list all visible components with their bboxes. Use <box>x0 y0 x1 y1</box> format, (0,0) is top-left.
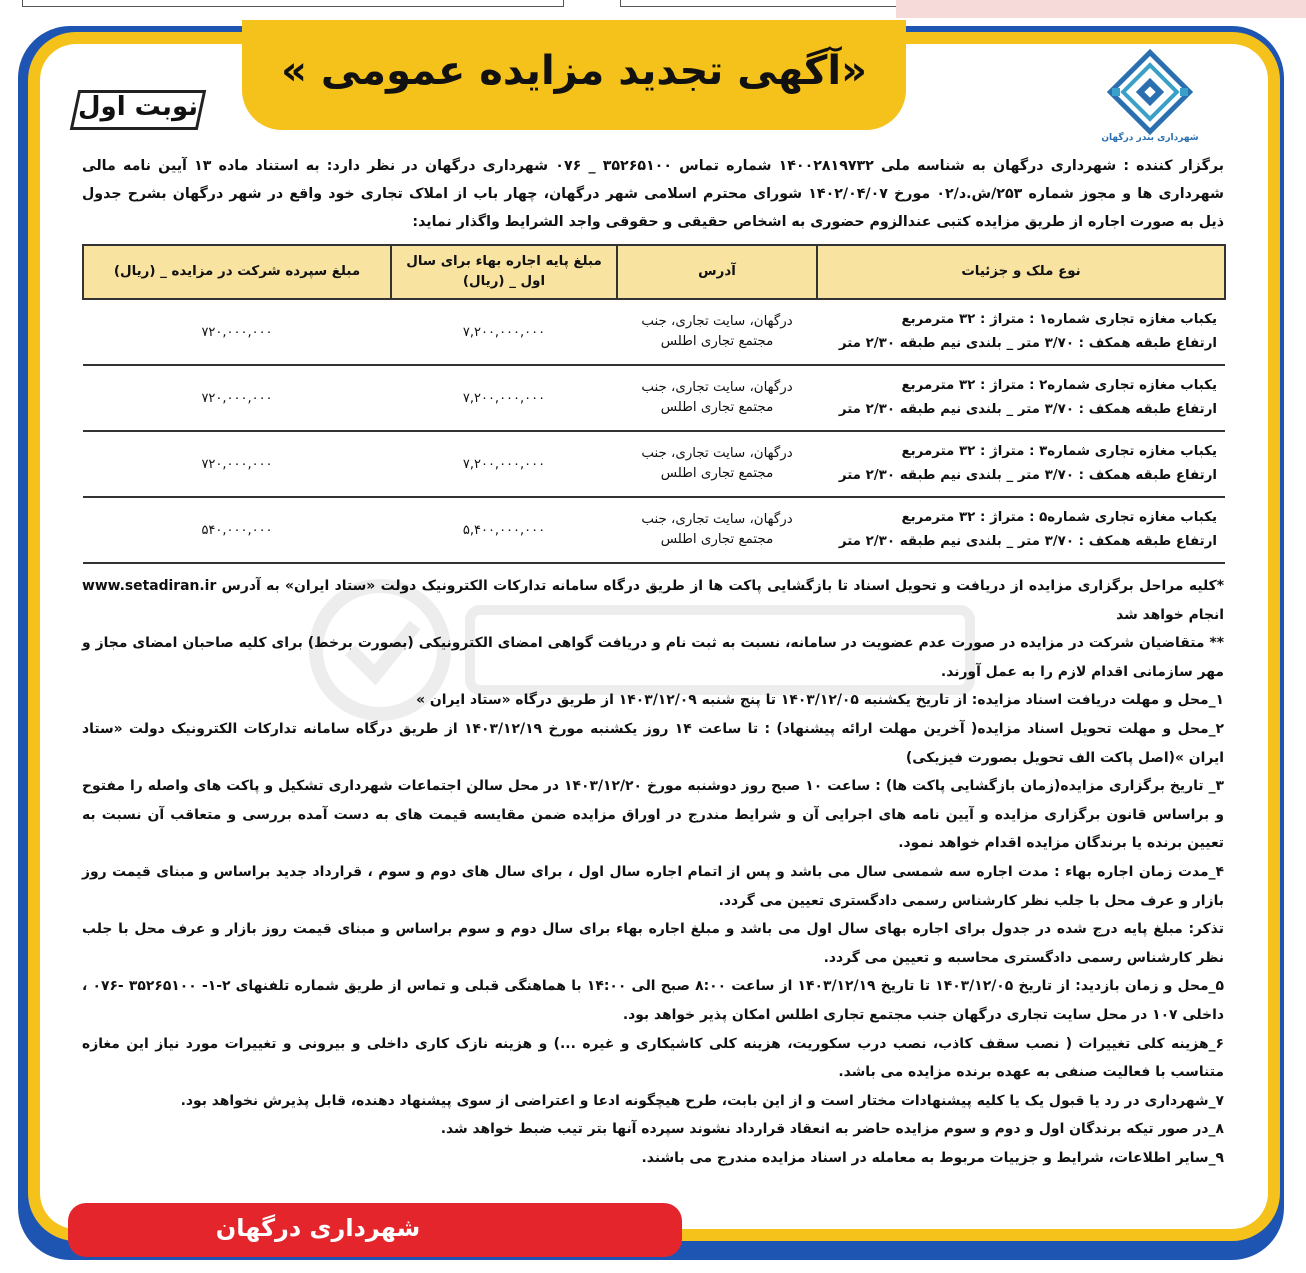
top-edge-red-strip <box>896 0 1306 18</box>
round-badge: نوبت اول <box>77 92 199 122</box>
address-line-2: مجتمع تجاری اطلس <box>660 334 774 349</box>
table-header-row <box>83 245 1225 299</box>
type-line-1: یکباب مغازه تجاری شماره۵ : متراژ : ۳۲ مترمربع <box>901 510 1217 525</box>
cell-type <box>817 497 1225 563</box>
header-type: نوع ملک و جزئیات <box>817 245 1225 299</box>
cell-type <box>817 365 1225 431</box>
paragraph-item-6: ۶_هزینه کلی تغییرات ( نصب سقف کاذب، نصب درب سکوریت، هزینه کلی کاشیکاری و غیره ...) و هزینه نازک کاری داخلی و بیرونی و تغییرات مورد نیاز این مغازه متناسب با فعالیت صنفی به عهده برنده مزایده می باشد. <box>82 1035 1224 1081</box>
table-row <box>83 365 1225 431</box>
cell-base-price: ۵,۴۰۰,۰۰۰,۰۰۰ <box>391 497 617 563</box>
address-line-1: درگهان، سایت تجاری، جنب <box>641 512 793 527</box>
cell-deposit: ۷۲۰,۰۰۰,۰۰۰ <box>83 365 391 431</box>
cell-address <box>617 299 817 365</box>
header-address: آدرس <box>617 245 817 299</box>
cell-base-price: ۷,۲۰۰,۰۰۰,۰۰۰ <box>391 431 617 497</box>
paragraph-item-5: ۵_محل و زمان بازدید: از تاریخ ۱۴۰۳/۱۲/۰۵ تا تاریخ ۱۴۰۳/۱۲/۱۹ از ساعت ۸:۰۰ صبح الی ۱۴:۰۰ با هماهنگی قبلی و تماس از طریق شماره تلفنهای ۲-۱- ۳۵۲۶۵۱۰۰ -۰۷۶ ، داخلی ۱۰۷ در محل سایت تجاری درگهان جنب مجتمع تجاری اطلس امکان پذیر خواهد بود. <box>82 978 1224 1023</box>
intro-paragraph: برگزار کننده : شهرداری درگهان به شناسه ملی ۱۴۰۰۲۸۱۹۷۳۲ شماره تماس ۳۵۲۶۵۱۰۰ _ ۰۷۶ شهرداری درگهان در نظر دارد: به استناد ماده ۱۳ آیین نامه مالی شهرداری ها و مجوز شماره ۲۵۳/ش.د/۰۲ مورخ ۱۴۰۲/۰۴/۰۷ شورای محترم اسلامی شهر درگهان، چهار باب از املاک تجاری خود واقع در شهر درگهان بشرح جدول ذیل به صورت اجاره از طریق مزایده کتبی عندالزوم حضوری به اشخاص حقیقی و حقوقی واجد الشرایط واگذار نماید: <box>82 158 1225 230</box>
cell-type <box>817 431 1225 497</box>
paragraph-portal: *کلیه مراحل برگزاری مزایده از دریافت و تحویل اسناد تا بازگشایی پاکت ها از طریق درگاه سامانه تدارکات الکترونیک دولت «ستاد ایران» به آدرس www.setadiran.ir انجام خواهد شد <box>82 578 1224 623</box>
top-edge-box-left <box>22 0 564 7</box>
header-deposit: مبلغ سپرده شرکت در مزایده _ (ریال) <box>83 245 391 299</box>
table-row <box>83 431 1225 497</box>
header-base-price: مبلغ پایه اجاره بهاء برای سال اول _ (ریال) <box>391 245 617 299</box>
cell-address <box>617 365 817 431</box>
paragraph-item-3: ۳_ تاریخ برگزاری مزایده(زمان بازگشایی پاکت ها) : ساعت ۱۰ صبح روز دوشنبه مورخ ۱۴۰۳/۱۲/۲۰ در محل سالن اجتماعات شهرداری تشکیل و پاکت های واصله را مفتوح و براساس قانون برگزاری مزایده و آیین نامه های اجرایی آن و شرایط مندرج در اوراق مزایده ضمن مقایسه قیمت های به دست آمده بررسی و متعاقب آن نسبت به تعیین برنده یا برندگان مزایده اقدام خواهد نمود. <box>82 778 1225 852</box>
address-line-2: مجتمع تجاری اطلس <box>660 400 774 415</box>
type-line-2: ارتفاع طبقه همکف : ۳/۷۰ متر _ بلندی نیم طبقه ۲/۳۰ متر <box>838 534 1217 549</box>
type-line-1: یکباب مغازه تجاری شماره۲ : متراژ : ۳۲ مترمربع <box>901 378 1217 393</box>
address-line-1: درگهان، سایت تجاری، جنب <box>641 446 793 461</box>
cell-address <box>617 431 817 497</box>
cell-base-price: ۷,۲۰۰,۰۰۰,۰۰۰ <box>391 299 617 365</box>
notice-body <box>82 572 1224 1172</box>
paragraph-item-7: ۷_شهرداری در رد یا قبول یک یا کلیه پیشنهادات مختار است و از این بابت، طرح هیچگونه ادعا و اعتراضی از سوی پیشنهاد دهنده، قابل پذیرش نخواهد بود. <box>180 1092 1224 1109</box>
type-line-2: ارتفاع طبقه همکف : ۳/۷۰ متر _ بلندی نیم طبقه ۲/۳۰ متر <box>838 468 1217 483</box>
address-line-2: مجتمع تجاری اطلس <box>660 466 774 481</box>
logo-caption: شهرداری بندر درگهان <box>1101 133 1199 143</box>
address-line-1: درگهان، سایت تجاری، جنب <box>641 314 793 329</box>
cell-deposit: ۷۲۰,۰۰۰,۰۰۰ <box>83 299 391 365</box>
municipality-logo-icon <box>1106 48 1194 146</box>
cell-deposit: ۷۲۰,۰۰۰,۰۰۰ <box>83 431 391 497</box>
paragraph-registration: ** متقاضیان شرکت در مزایده در صورت عدم عضویت در سامانه، نسبت به ثبت نام و دریافت گواهی امضای الکترونیکی (بصورت برخط) برای کلیه صاحبان امضای مجاز و مهر سازمانی اقدام لازم را به عمل آورند. <box>82 635 1224 680</box>
paragraph-item-9: ۹_سایر اطلاعات، شرایط و جزییات مربوط به معامله در اسناد مزایده مندرج می باشند. <box>641 1149 1224 1166</box>
paragraph-item-4: ۴_مدت زمان اجاره بهاء : مدت اجاره سه شمسی سال می باشد و پس از اتمام اجاره سال اول ، برای سال های دوم و سوم ، قرارداد جدید براساس و مبنای قیمت روز بازار و عرف محل با جلب نظر کارشناس رسمی دادگستری تعیین می گردد. <box>82 863 1224 909</box>
type-line-2: ارتفاع طبقه همکف : ۳/۷۰ متر _ بلندی نیم طبقه ۲/۳۰ متر <box>838 402 1217 417</box>
cell-base-price: ۷,۲۰۰,۰۰۰,۰۰۰ <box>391 365 617 431</box>
cell-deposit: ۵۴۰,۰۰۰,۰۰۰ <box>83 497 391 563</box>
top-edge <box>0 0 1306 12</box>
paragraph-item-8: ۸_در صور تیکه برندگان اول و دوم و سوم مزایده حاضر به انعقاد قرارداد نشوند سپرده آنها بتر تیب ضبط خواهد شد. <box>440 1121 1224 1138</box>
type-line-1: یکباب مغازه تجاری شماره۱ : متراژ : ۳۲ مترمربع <box>901 312 1217 327</box>
paragraph-item-2: ۲_محل و مهلت تحویل اسناد مزایده( آخرین مهلت ارائه پیشنهاد) : تا ساعت ۱۴ روز یکشنبه مورخ ۱۴۰۳/۱۲/۱۹ از طریق درگاه سامانه تدارکات الکترونیک دولت «ستاد ایران »(اصل پاکت الف تحویل بصورت فیزیکی) <box>82 720 1225 766</box>
type-line-1: یکباب مغازه تجاری شماره۳ : متراژ : ۳۲ مترمربع <box>901 444 1217 459</box>
address-line-1: درگهان، سایت تجاری، جنب <box>641 380 793 395</box>
paragraph-item-1: ۱_محل و مهلت دریافت اسناد مزایده: از تاریخ یکشنبه ۱۴۰۳/۱۲/۰۵ تا پنج شنبه ۱۴۰۳/۱۲/۰۹ از طریق درگاه «ستاد ایران » <box>416 692 1224 709</box>
address-line-2: مجتمع تجاری اطلس <box>660 532 774 547</box>
cell-type <box>817 299 1225 365</box>
table-row <box>83 497 1225 563</box>
footer-signature: شهرداری درگهان <box>215 1214 421 1242</box>
auction-table <box>82 244 1226 564</box>
cell-address <box>617 497 817 563</box>
page-title: «آگهی تجدید مزایده عمومی » <box>281 48 867 94</box>
table-row <box>83 299 1225 365</box>
type-line-2: ارتفاع طبقه همکف : ۳/۷۰ متر _ بلندی نیم طبقه ۲/۳۰ متر <box>838 336 1217 351</box>
paragraph-note: تذکر: مبلغ پایه درج شده در جدول برای اجاره بهای سال اول می باشد و مبلغ اجاره بهاء برای سال دوم و سوم براساس و مبنای قیمت روز بازار و عرف محل با جلب نظر کارشناس رسمی دادگستری محاسبه و تعیین می گردد. <box>82 921 1224 966</box>
